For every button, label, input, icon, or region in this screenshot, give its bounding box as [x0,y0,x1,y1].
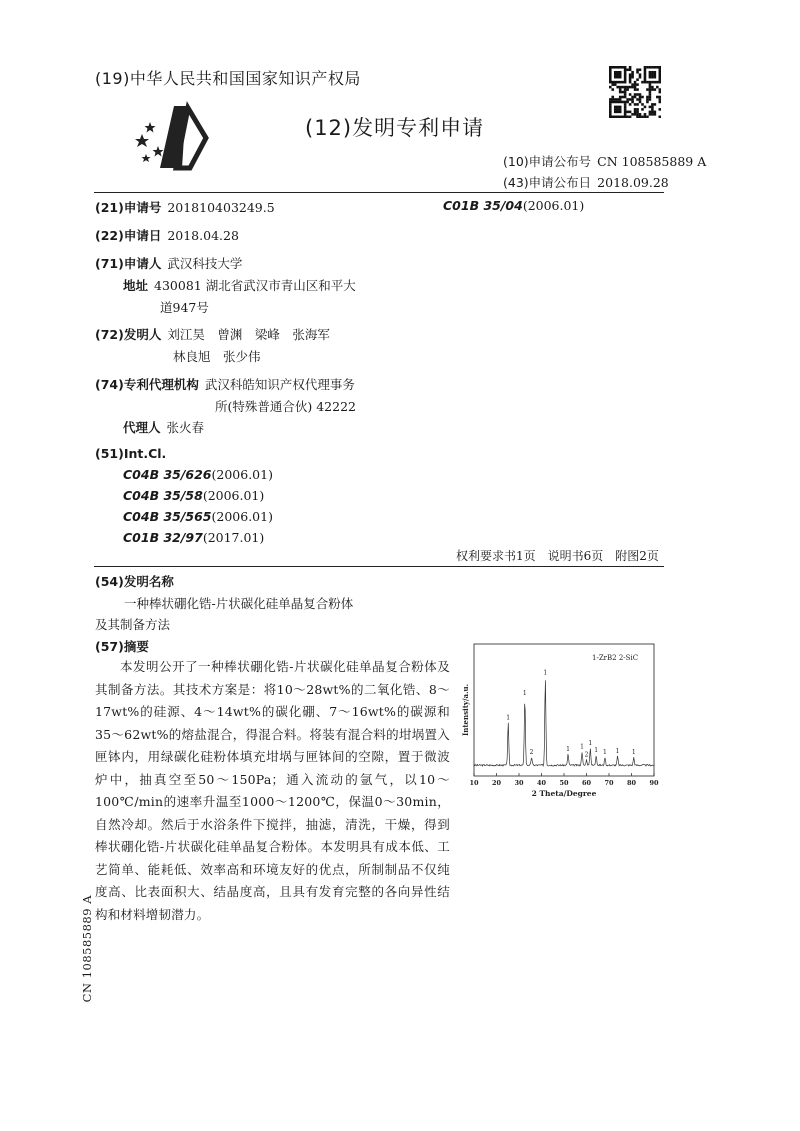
x-tick-label: 40 [536,779,547,787]
inventor-label: (72)发明人 [95,327,162,342]
peak-label: 1 [603,749,607,757]
header-divider [94,192,664,193]
chart-legend: 1-ZrB2 2-SiC [592,654,639,662]
int-cl-label [95,446,166,461]
address-label: 地址 [123,278,149,293]
address-line-2: 道947号 [160,300,209,315]
peak-label: 1 [588,740,593,748]
agency-row [95,375,355,393]
x-tick-label: 70 [604,779,614,787]
ipc-code: C04B 35/626 [123,467,212,482]
qr-code [609,66,661,118]
applicant-name: 武汉科技大学 [167,256,243,271]
peak-label: 2 [584,751,589,759]
xrd-chart [458,640,666,802]
invention-title-label [95,572,174,590]
application-date-label: (22)申请日 [95,228,162,243]
ipc-version: (2006.01) [211,467,273,482]
application-number-label: (21)申请号 [95,200,162,215]
ipc-code: C01B 32/97 [123,530,203,545]
publication-date: 2018.09.28 [597,175,669,190]
ipc-version: (2017.01) [202,530,265,545]
ipc-code: C04B 35/58 [123,488,203,503]
ipc-row-2 [123,488,264,503]
document-type-title: (12)发明专利申请 [305,116,485,140]
publication-number: CN 108585889 A [597,154,707,169]
application-date: 2018.04.28 [167,228,239,243]
y-axis-label: Intensity/a.u. [461,683,470,737]
x-tick-label: 60 [581,779,592,787]
agency-line-1: 武汉科皓知识产权代理事务 [204,377,355,392]
xrd-chart-svg [458,640,666,802]
inventors-line-2: 林良旭 张少伟 [173,349,261,364]
ipc-version: (2006.01) [211,509,273,524]
section-divider [94,566,664,567]
xrd-pattern-line [474,680,654,766]
peak-label: 1 [615,748,620,756]
abstract-label-text: (57)摘要 [95,639,149,654]
inventors-line-1: 刘江昊 曾渊 梁峰 张海军 [167,327,330,342]
peak-label: 1 [594,746,599,754]
ipc-code: C04B 35/565 [123,509,212,524]
publication-date-label: (43)申请公布日 [503,175,592,190]
office-title: (19)中华人民共和国国家知识产权局 [95,69,361,88]
ipc-row-1 [123,467,273,482]
peak-label: 1 [506,714,511,722]
invention-title-label-text: (54)发明名称 [95,574,174,589]
peak-label: 2 [529,749,534,757]
peak-label: 1 [543,669,548,677]
peak-label: 1 [580,743,584,751]
invention-title-line-2: 及其制备方法 [95,617,171,632]
main-ipc-row [443,198,584,213]
plot-frame [474,644,654,776]
peak-label: 1 [631,749,636,757]
address-line-1: 430081 湖北省武汉市青山区和平大 [154,278,356,293]
x-tick-label: 10 [469,779,479,787]
peak-label: 1 [566,745,570,753]
x-tick-label: 50 [559,779,569,787]
address-row [123,276,356,294]
pages-info: 权利要求书1页 说明书6页 附图2页 [456,549,659,563]
agent-row [123,418,204,436]
abstract-label [95,637,149,655]
x-tick-label: 90 [649,779,659,787]
x-tick-label: 80 [626,779,637,787]
publication-date-row [503,173,669,191]
side-publication-number: CN 108585889 A [80,895,94,1003]
ipc-row-3 [123,509,273,524]
abstract-text: 本发明公开了一种棒状硼化锆-片状碳化硅单晶复合粉体及其制备方法。其技术方案是：将10～28wt%的二氧化锆、8～17wt%的硅源、4～14wt%的碳化硼、7～16wt%的碳源和35～62wt%的熔盐混合，得混合料。将装有混合料的坩埚置入匣钵内，用绿碳化硅粉体填充坩埚与匣钵间的空隙，置于微波炉中，抽真空至50～150Pa；通入流动的氩气，以10～100℃/min的速率升温至1000～1200℃，保温0～30min，自然冷却。然后于水浴条件下搅拌，抽滤，清洗，干燥，得到棒状硼化锆-片状碳化硅单晶复合粉体。本发明具有成本低、工艺简单、能耗低、效率高和环境友好的优点，所制制品不仅纯度高、比表面积大、结晶度高，且具有发育完整的各向异性结构和材料增韧潜力。 [95,659,450,922]
agency-label: (74)专利代理机构 [95,377,199,392]
inventor-row [95,325,330,343]
x-tick-label: 20 [491,779,502,787]
application-number: 201810403249.5 [167,200,275,215]
applicant-row [95,254,242,272]
application-number-row [95,198,275,216]
ipc-row-4 [123,530,264,545]
ipc-version: (2006.01) [202,488,265,503]
peak-label: 1 [522,689,527,697]
agent-name: 张火春 [166,420,205,435]
applicant-label: (71)申请人 [95,256,162,271]
application-date-row [95,226,239,244]
x-axis-label: 2 Theta/Degree [531,789,597,798]
main-ipc-version: (2006.01) [522,198,585,213]
int-cl-label-text: (51)Int.Cl. [95,446,167,461]
cnipa-logo-icon [130,98,210,176]
publication-number-row [503,152,706,170]
main-ipc-code: C01B 35/04 [443,198,523,213]
x-tick-label: 30 [514,779,524,787]
agency-line-2: 所(特殊普通合伙) 42222 [215,399,356,414]
invention-title-line-1: 一种棒状硼化锆-片状碳化硅单晶复合粉体 [124,596,354,611]
publication-number-label: (10)申请公布号 [503,154,592,169]
agent-label: 代理人 [123,420,161,435]
